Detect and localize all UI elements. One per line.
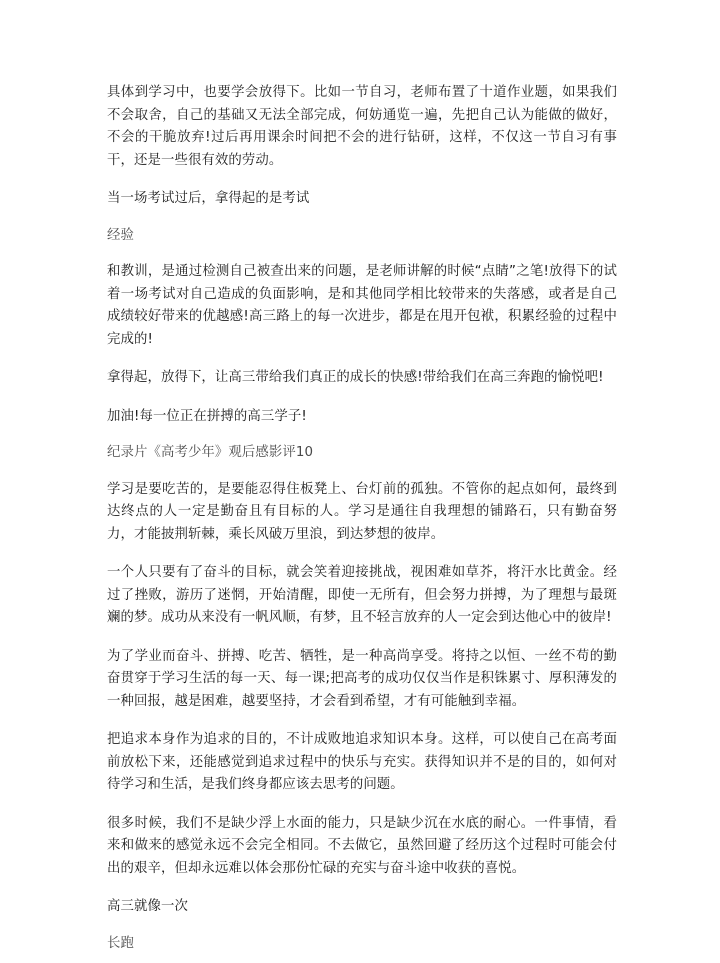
paragraph-study-letting-go: 具体到学习中，也要学会放得下。比如一节自习，老师布置了十道作业题，如果我们不会取舍，自己的基础又无法全部完成，何妨通览一遍，先把自己认为能做的做好，不会的干脆放弃!过后再用课余时间把不会的进行钻研，这样，不仅这一节自习有事干，还是一些很有效的劳动。: [107, 85, 617, 168]
paragraph-long-run: 长跑: [107, 935, 134, 951]
document-body: [107, 82, 617, 963]
paragraph-senior-year-like: 高三就像一次: [107, 899, 188, 914]
paragraph-goal: 一个人只要有了奋斗的目标，就会笑着迎接挑战，视困难如草芥，将汗水比黄金。经过了挫败，游历了迷惘，开始清醒，即使一无所有，但会努力拼搏，为了理想与最斑斓的梦。成功从来没有一帆风顺，有梦，且不轻言放弃的人一定会到达他心中的彼岸!: [107, 565, 617, 625]
paragraph-after-exam: 当一场考试过后，拿得起的是考试: [107, 191, 310, 206]
paragraph-cheer: 加油!每一位正在拼搏的高三学子!: [107, 408, 307, 424]
paragraph-strive: 为了学业而奋斗、拼搏、吃苦、牺牲，是一种高尚享受。将持之以恒、一丝不苟的勤奋贯穿于学习生活的每一天、每一课;把高考的成功仅仅当作是积铢累寸、厚积薄发的一种回报，越是困难，越要坚持，才会看到希望，才有可能触到幸福。: [107, 648, 617, 709]
section-title-documentary-review: 纪录片《高考少年》观后感影评10: [107, 445, 314, 460]
paragraph-experience: 经验: [107, 227, 134, 243]
paragraph-study-hardship: 学习是要吃苦的，是要能忍得住板凳上、台灯前的孤独。不管你的起点如何，最终到达终点的人一定是勤奋且有目标的人。学习是通往自我理想的铺路石，只有勤奋努力，才能披荆斩棘，乘长风破万里浪，到达梦想的彼岸。: [107, 481, 617, 542]
paragraph-pursuit: 把追求本身作为追求的目的，不计成败地追求知识本身。这样，可以使自己在高考面前放松下来，还能感觉到追求过程中的快乐与充实。获得知识并不是的目的，如何对待学习和生活，是我们终身都应该去思考的问题。: [107, 732, 617, 792]
paragraph-lessons: 和教训，是通过检测自己被查出来的问题，是老师讲解的时候“点睛”之笔!放得下的试着一场考试对自己造成的负面影响，是和其他同学相比较带来的失落感，或者是自己成绩较好带来的优越感!高三路上的每一次进步，都是在甩开包袱，积累经验的过程中完成的!: [107, 264, 617, 347]
paragraph-pick-up-let-go: 拿得起，放得下，让高三带给我们真正的成长的快感!带给我们在高三奔跑的愉悦吧!: [107, 370, 604, 385]
paragraph-patience: 很多时候，我们不是缺少浮上水面的能力，只是缺少沉在水底的耐心。一件事情，看来和做来的感觉永远不会完全相同。不去做它，虽然回避了经历这个过程时可能会付出的艰辛，但却永远难以体会那份忙碌的充实与奋斗途中收获的喜悦。: [107, 815, 617, 876]
